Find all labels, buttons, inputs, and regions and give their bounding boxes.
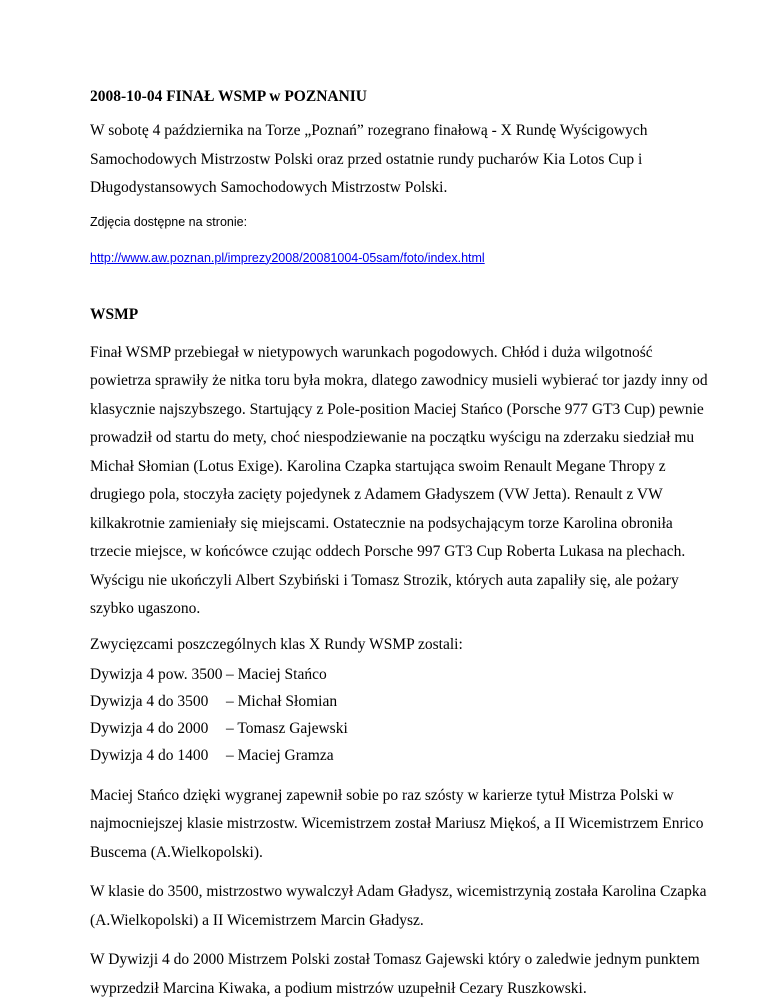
winner-division: Dywizja 4 pow. 3500 xyxy=(90,665,223,683)
section-heading-wsmp: WSMP xyxy=(90,305,139,323)
winner-name: – Michał Słomian xyxy=(226,692,338,710)
winners-list xyxy=(90,665,708,773)
article-title: 2008-10-04 FINAŁ WSMP w POZNANIU xyxy=(90,88,367,105)
winner-name: – Tomasz Gajewski xyxy=(226,719,348,737)
champion-2000-class: W Dywizji 4 do 2000 Mistrzem Polski został Tomasz Gajewski który o zaledwie jednym punktem wyprzedził Marcina Kiwaka, a podium mistrzów uzupełnił Cezary Ruszkowski. xyxy=(90,951,700,997)
winner-row xyxy=(90,746,708,773)
winner-name: – Maciej Gramza xyxy=(226,746,334,764)
winners-intro: Zwycięzcami poszczególnych klas X Rundy WSMP zostali: xyxy=(90,635,463,653)
winner-division: Dywizja 4 do 3500 xyxy=(90,692,209,710)
winner-name: – Maciej Stańco xyxy=(226,665,327,683)
race-report: Finał WSMP przebiegał w nietypowych warunkach pogodowych. Chłód i duża wilgotność powietrza sprawiły że nitka toru była mokra, dlatego zawodnicy musieli wybierać tor jazdy inny od klasycznie najszybszego. Startujący z Pole-position Maciej Stańco (Porsche 977 GT3 Cup) pewnie prowadził od startu do mety, choć niespodziewanie na początku wyścigu na zderzaku siedział mu Michał Słomian (Lotus Exige). Karolina Czapka startująca swoim Renault Megane Thropy z drugiego pola, stoczyła zacięty pojedynek z Adamem Gładyszem (VW Jetta). Renault z VW kilkakrotnie zamieniały się miejscami. Ostatecznie na podsychającym torze Karolina obroniła trzecie miejsce, w końcówce czując oddech Porsche 997 GT3 Cup Roberta Lukasa na plechach. Wyścigu nie ukończyli Albert Szybiński i Tomasz Strozik, których auta zapaliły się, ale pożary szybko ugaszono. xyxy=(90,343,708,617)
winner-division: Dywizja 4 do 2000 xyxy=(90,719,209,737)
winner-division: Dywizja 4 do 1400 xyxy=(90,746,209,764)
photos-label: Zdjęcia dostępne na stronie: xyxy=(90,214,248,229)
photos-link[interactable]: http://www.aw.poznan.pl/imprezy2008/20081004-05sam/foto/index.html xyxy=(90,250,485,265)
winner-row xyxy=(90,719,708,746)
champion-3500-class: W klasie do 3500, mistrzostwo wywalczył Adam Gładysz, wicemistrzynią została Karolina Czapka (A.Wielkopolski) a II Wicemistrzem Marcin Gładysz. xyxy=(90,883,707,929)
winner-row xyxy=(90,665,708,692)
winner-row xyxy=(90,692,708,719)
article-intro: W sobotę 4 października na Torze „Poznań” rozegrano finałową - X Rundę Wyścigowych Samochodowych Mistrzostw Polski oraz przed ostatnie rundy pucharów Kia Lotos Cup i Długodystansowych Samochodowych Mistrzostw Polski. xyxy=(90,122,648,196)
champion-top-class: Maciej Stańco dzięki wygranej zapewnił sobie po raz szósty w karierze tytuł Mistrza Polski w najmocniejszej klasie mistrzostw. Wicemistrzem został Mariusz Miękoś, a II Wicemistrzem Enrico Buscema (A.Wielkopolski). xyxy=(90,786,704,861)
